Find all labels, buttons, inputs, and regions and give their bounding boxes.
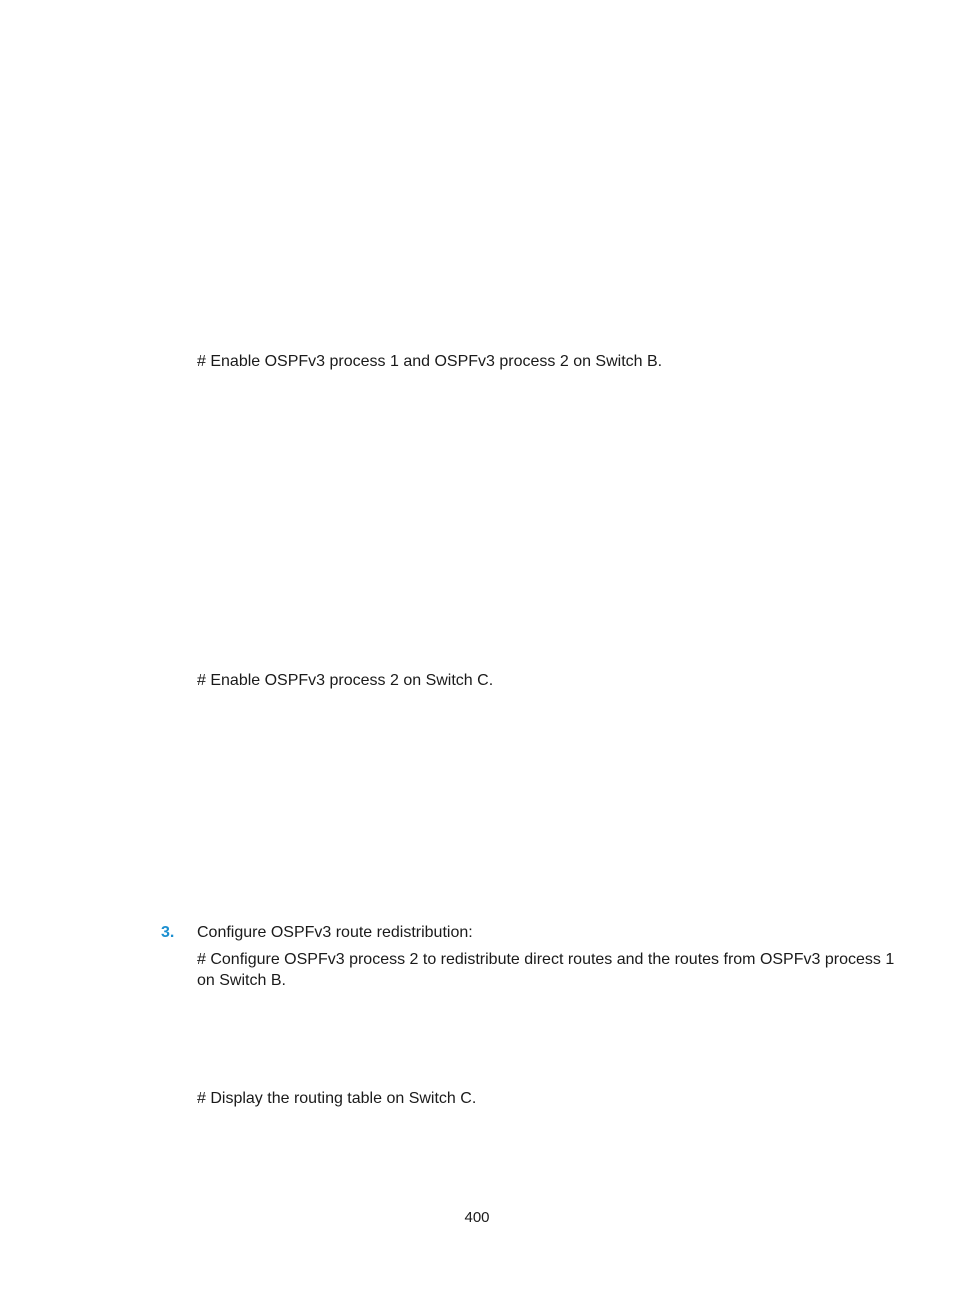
step-3-title: Configure OSPFv3 route redistribution: — [197, 924, 473, 941]
step-3-number: 3. — [161, 924, 175, 941]
comment-display-routing-table: # Display the routing table on Switch C. — [197, 1090, 477, 1107]
comment-enable-ospfv3-switch-c: # Enable OSPFv3 process 2 on Switch C. — [197, 672, 494, 689]
comment-redistribute-line-2: on Switch B. — [197, 972, 286, 989]
page-number: 400 — [464, 1209, 490, 1226]
comment-redistribute-line-1: # Configure OSPFv3 process 2 to redistribute direct routes and the routes from OSPFv3 process 1 — [197, 951, 895, 968]
comment-enable-ospfv3-switch-b: # Enable OSPFv3 process 1 and OSPFv3 process 2 on Switch B. — [197, 353, 663, 370]
